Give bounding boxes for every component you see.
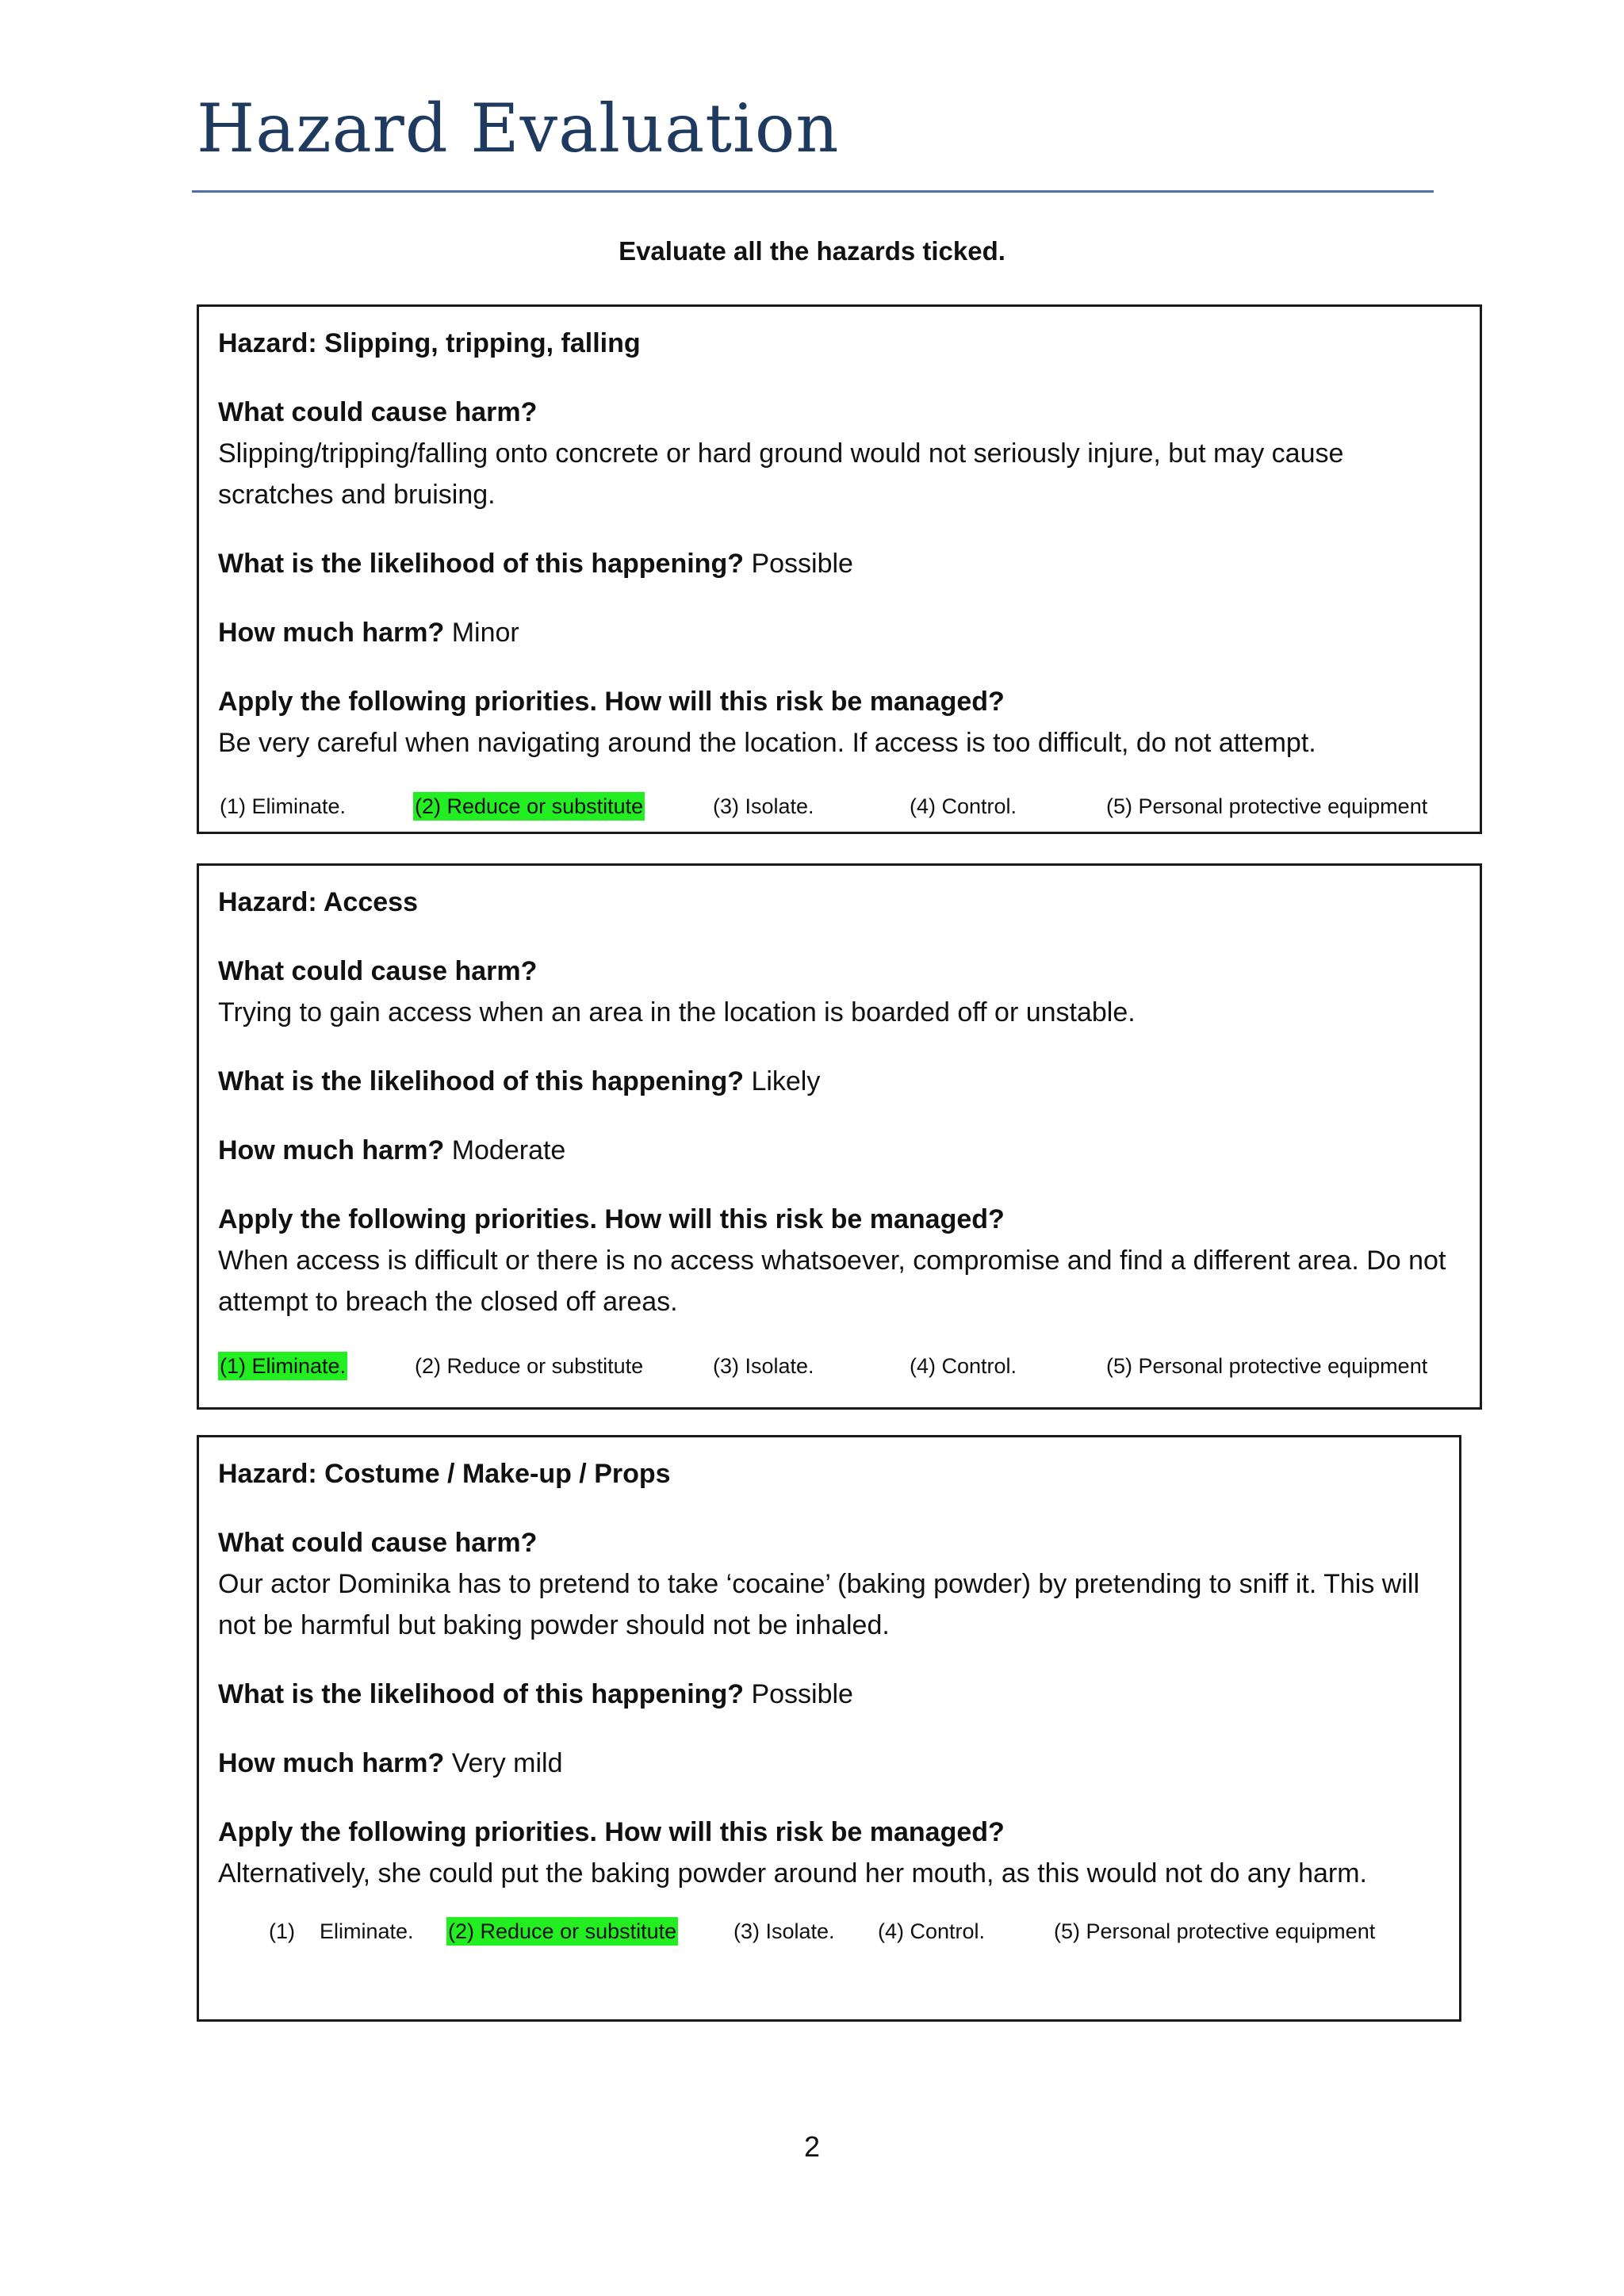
likelihood-row xyxy=(218,543,1461,584)
harm-row xyxy=(218,612,1461,653)
hazard-card-access xyxy=(197,863,1482,1410)
harm-value: Minor xyxy=(451,618,519,648)
priority-options xyxy=(218,1352,1464,1380)
management-text: Alternatively, she could put the baking powder around her mouth, as this would not do any harm. xyxy=(218,1858,1368,1888)
likelihood-label: What is the likelihood of this happening? xyxy=(218,1679,744,1709)
priority-control: (4) Control. xyxy=(910,794,1017,818)
priority-reduce: (2) Reduce or substitute xyxy=(413,792,645,821)
hazard-card-costume xyxy=(197,1435,1461,2022)
harm-value: Very mild xyxy=(451,1748,563,1778)
cause-label: What could cause harm? xyxy=(218,1528,538,1558)
priorities-label: Apply the following priorities. How will this risk be managed? xyxy=(218,1204,1005,1234)
priority-number-1: (1) xyxy=(269,1919,295,1943)
priority-eliminate: (1) Eliminate. xyxy=(220,794,347,818)
priority-options xyxy=(218,1917,1443,1946)
instructions-text: Evaluate all the hazards ticked. xyxy=(619,236,1005,266)
harm-value: Moderate xyxy=(451,1135,566,1165)
page-number: 2 xyxy=(803,2130,821,2163)
priority-eliminate: Eliminate. xyxy=(320,1919,414,1943)
priority-reduce: (2) Reduce or substitute xyxy=(446,1917,678,1946)
harm-label: How much harm? xyxy=(218,1748,445,1778)
hazard-card-slipping xyxy=(197,304,1482,834)
likelihood-value: Possible xyxy=(751,1679,853,1709)
priorities-label: Apply the following priorities. How will this risk be managed? xyxy=(218,1817,1005,1847)
priority-control: (4) Control. xyxy=(910,1354,1017,1378)
priorities-label: Apply the following priorities. How will this risk be managed? xyxy=(218,687,1005,717)
priority-reduce: (2) Reduce or substitute xyxy=(415,1354,644,1378)
likelihood-row xyxy=(218,1674,1440,1715)
title-divider xyxy=(192,190,1434,193)
likelihood-row xyxy=(218,1061,1461,1102)
hazard-heading: Hazard: Costume / Make-up / Props xyxy=(218,1459,671,1489)
likelihood-value: Possible xyxy=(751,549,853,579)
cause-label: What could cause harm? xyxy=(218,956,538,986)
priority-control: (4) Control. xyxy=(878,1919,986,1943)
harm-label: How much harm? xyxy=(218,1135,445,1165)
cause-text: Slipping/tripping/falling onto concrete or hard ground would not seriously injure, but may cause scratches and bruising. xyxy=(218,438,1344,510)
page-title: Hazard Evaluation xyxy=(197,90,840,167)
management-text: Be very careful when navigating around the location. If access is too difficult, do not attempt. xyxy=(218,728,1316,758)
priority-ppe: (5) Personal protective equipment xyxy=(1106,794,1428,818)
priority-options xyxy=(218,792,1464,821)
hazard-heading: Hazard: Slipping, tripping, falling xyxy=(218,328,641,358)
harm-label: How much harm? xyxy=(218,618,445,648)
cause-label: What could cause harm? xyxy=(218,397,538,427)
harm-row xyxy=(218,1130,1461,1171)
likelihood-label: What is the likelihood of this happening? xyxy=(218,549,744,579)
priority-isolate: (3) Isolate. xyxy=(713,1354,814,1378)
priority-isolate: (3) Isolate. xyxy=(733,1919,835,1943)
priority-isolate: (3) Isolate. xyxy=(713,794,814,818)
hazard-heading: Hazard: Access xyxy=(218,887,418,917)
priority-ppe: (5) Personal protective equipment xyxy=(1054,1919,1376,1943)
priority-eliminate: (1) Eliminate. xyxy=(218,1352,347,1380)
cause-text: Our actor Dominika has to pretend to take ‘cocaine’ (baking powder) by pretending to sniff it. This will not be harmful but baking powder should not be inhaled. xyxy=(218,1569,1420,1640)
cause-text: Trying to gain access when an area in the location is boarded off or unstable. xyxy=(218,997,1136,1027)
harm-row xyxy=(218,1743,1440,1784)
priority-ppe: (5) Personal protective equipment xyxy=(1106,1354,1428,1378)
likelihood-label: What is the likelihood of this happening? xyxy=(218,1066,744,1096)
management-text: When access is difficult or there is no access whatsoever, compromise and find a different area. Do not attempt to breach the closed off areas. xyxy=(218,1246,1446,1317)
likelihood-value: Likely xyxy=(751,1066,821,1096)
